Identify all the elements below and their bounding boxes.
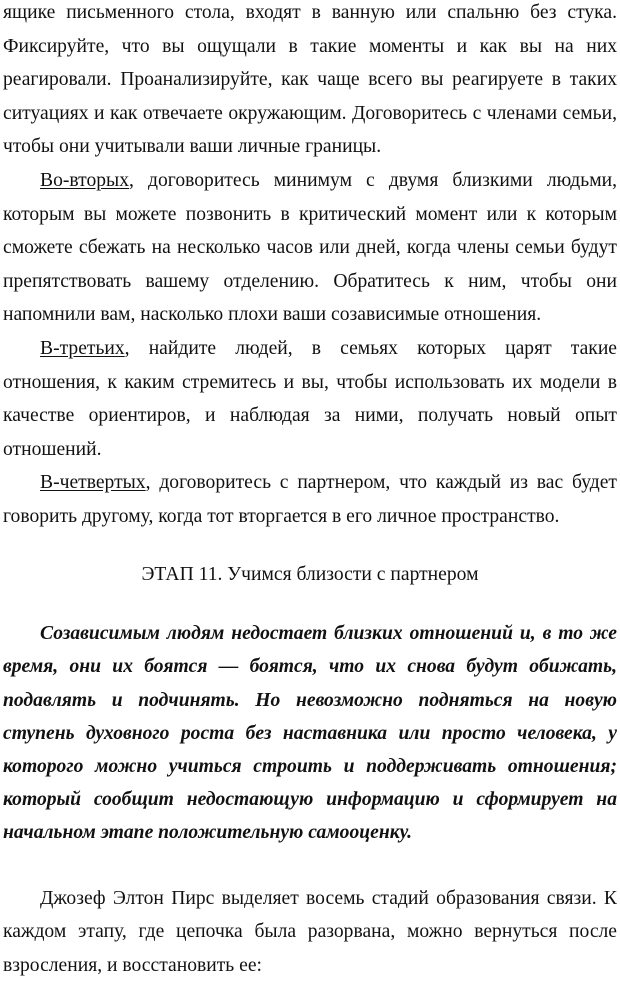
paragraph-fourth-step [3,466,617,533]
paragraph-body-second: , договоритесь минимум с двумя близкими людьми, которым вы можете позвонить в критический момент или к которым сможете сбежать на несколько часов или дней, когда члены семьи будут препятствовать вашему отделению. Обратитесь к ним, чтобы они напомнили вам, насколько плохи ваши созависимые отношения. [3,169,617,326]
paragraph-third-step [3,332,617,466]
spacer [3,850,617,882]
paragraph-lead-third: В-третьих [40,337,125,359]
paragraph-lead-fourth: В-четвертых [40,472,146,494]
paragraph-body-third: , найдите людей, в семьях которых царят такие отношения, к каким стремитесь и вы, чтобы использовать их модели в качестве ориентиров, и наблюдая за ними, получать новый опыт отношений. [3,337,617,460]
paragraph-body-fourth: , договоритесь с партнером, что каждый из вас будет говорить другому, когда тот вторгается в его личное пространство. [3,472,617,527]
paragraph-pierce-stages: Джозеф Элтон Пирс выделяет восемь стадий образования связи. К каждом этапу, где цепочка была разорвана, можно вернуться после взросления, и восстановить ее: [3,887,617,976]
paragraph-personal-boundaries: ящике письменного стола, входят в ванную или спальню без стука. Фиксируйте, что вы ощущали в такие моменты и как вы на них реагировали. Проанализируйте, как чаще всего вы реагируете в таких ситуациях и как отвечаете окружающим. Договоритесь с членами семьи, чтобы они учитывали ваши личные границы. [3,2,617,158]
paragraph-lead-second: Во-вторых [40,169,130,191]
epigraph: Созависимым людям недостает близких отношений и, в то же время, они их боятся — боятся, что их снова будут обижать, подавлять и подчинять. Но невозможно подняться на новую ступень духовного роста без наставника или просто человека, у которого можно учиться строить и поддерживать отношения; который сообщит недостающую информацию и сформирует на начальном этапе положительную самооценку. [3,623,617,844]
document-page [3,0,617,982]
paragraph-second-step [3,164,617,332]
section-heading: ЭТАП 11. Учимся близости с партнером [141,563,479,585]
